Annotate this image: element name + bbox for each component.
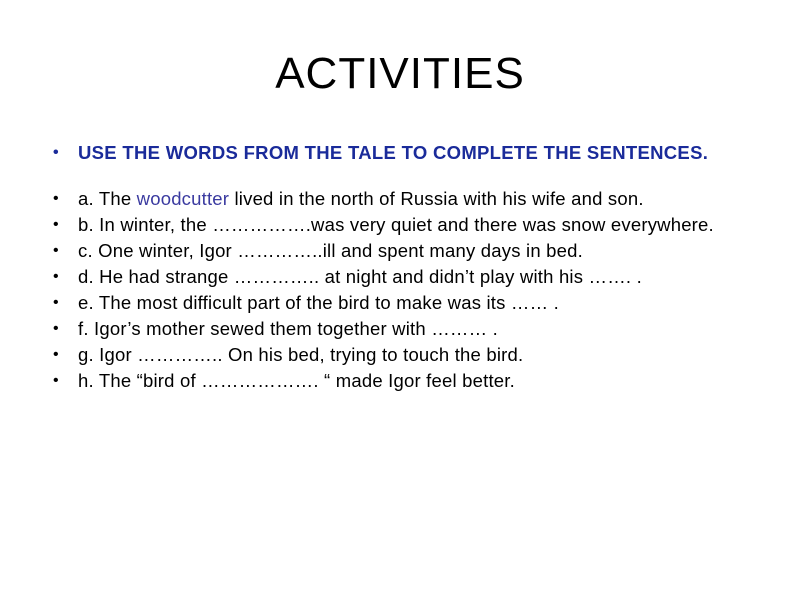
bullet-icon: • bbox=[53, 372, 59, 389]
bullet-icon: • bbox=[53, 268, 59, 285]
sentence-prefix: a. The bbox=[78, 188, 137, 209]
bullet-icon: • bbox=[53, 294, 59, 311]
list-item bbox=[52, 214, 752, 235]
sentence-text: e. The most difficult part of the bird to make was its …… . bbox=[78, 292, 560, 313]
activity-list bbox=[52, 142, 752, 396]
bullet-icon: • bbox=[53, 216, 59, 233]
sentence-text: c. One winter, Igor …………..ill and spent many days in bed. bbox=[78, 240, 583, 261]
sentence-text: d. He had strange ………….. at night and didn’t play with his ……. . bbox=[78, 266, 642, 287]
bullet-icon: • bbox=[53, 190, 59, 207]
list-item bbox=[52, 240, 752, 261]
bullet-icon: • bbox=[53, 144, 59, 161]
bullet-icon: • bbox=[53, 346, 59, 363]
highlighted-word: woodcutter bbox=[136, 188, 230, 209]
bullet-icon: • bbox=[53, 320, 59, 337]
list-item bbox=[52, 266, 752, 287]
list-item bbox=[52, 370, 752, 391]
sentence-text bbox=[78, 188, 644, 209]
sentence-text: b. In winter, the …………….was very quiet and there was snow everywhere. bbox=[78, 214, 714, 235]
instruction-item bbox=[52, 142, 752, 163]
list-item bbox=[52, 344, 752, 365]
list-item bbox=[52, 318, 752, 339]
slide-title: ACTIVITIES bbox=[275, 49, 525, 98]
sentence-text: h. The “bird of ………………. “ made Igor feel better. bbox=[78, 370, 515, 391]
list-item bbox=[52, 188, 752, 209]
sentence-text: f. Igor’s mother sewed them together with ……… . bbox=[78, 318, 498, 339]
sentence-suffix: lived in the north of Russia with his wife and son. bbox=[229, 188, 644, 209]
bullet-icon: • bbox=[53, 242, 59, 259]
sentence-text: g. Igor ………….. On his bed, trying to touch the bird. bbox=[78, 344, 524, 365]
instruction-text: USE THE WORDS FROM THE TALE TO COMPLETE THE SENTENCES. bbox=[78, 142, 709, 163]
list-item bbox=[52, 292, 752, 313]
